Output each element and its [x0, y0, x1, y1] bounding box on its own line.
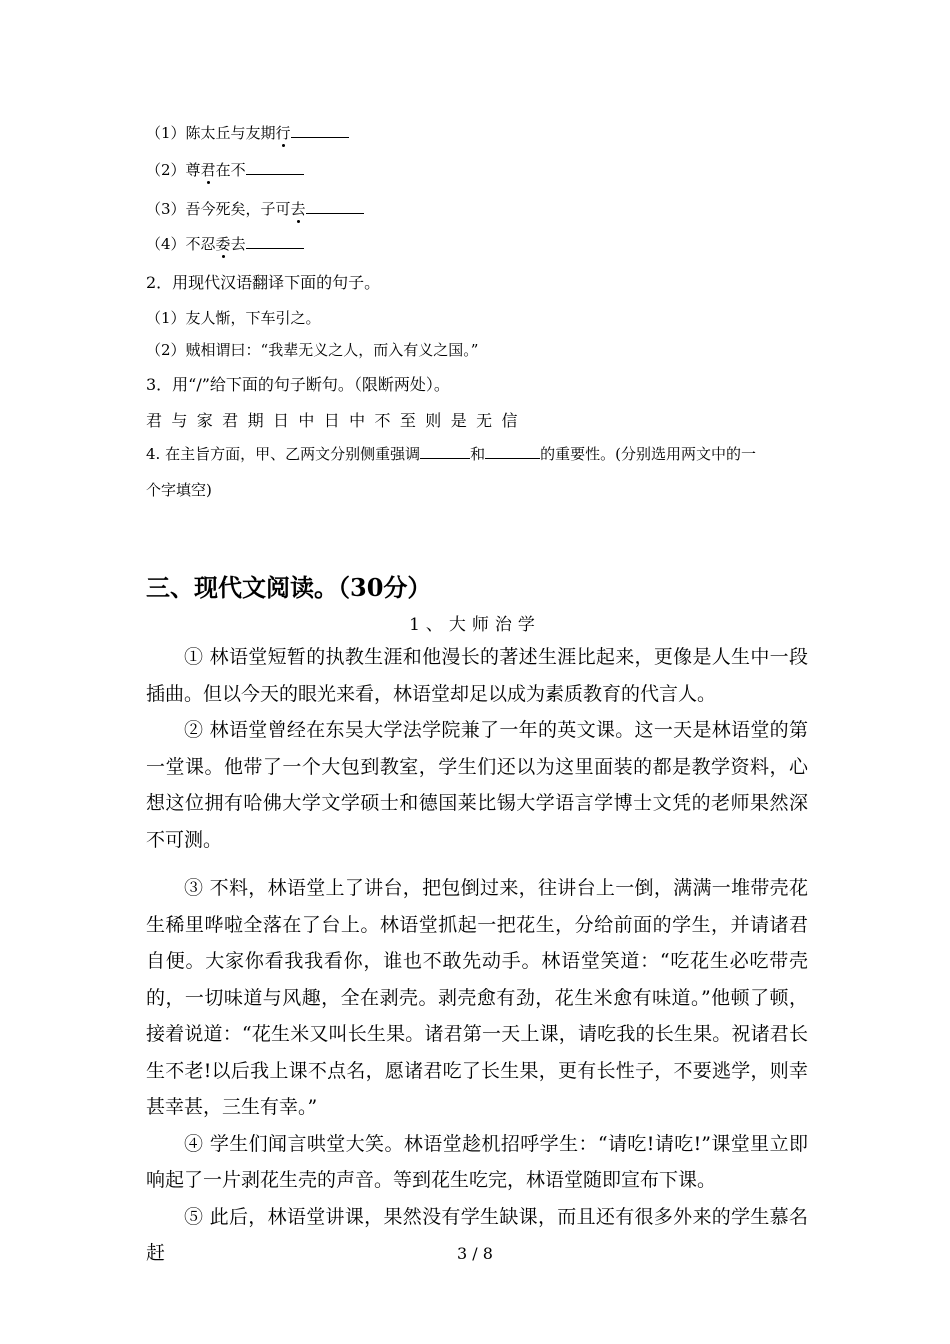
answer-blank[interactable] — [485, 444, 540, 459]
paragraph: ⑤ 此后，林语堂讲课，果然没有学生缺课，而且还有很多外来的学生慕名赶 — [146, 1205, 808, 1264]
q2-item-2: （2）贼相谓曰：“我辈无义之人，而入有义之国。” — [146, 341, 479, 359]
article-title: 1、大师治学 — [409, 615, 541, 635]
answer-blank[interactable] — [246, 160, 304, 175]
q3-label: 3．用“/”给下面的句子断句。（限断两处）。 — [146, 375, 450, 394]
q1-item-1: （1）陈太丘与友期行 — [146, 122, 349, 143]
q3-sentence: 君 与 家 君 期 日 中 日 中 不 至 则 是 无 信 — [146, 411, 518, 430]
answer-blank[interactable] — [306, 199, 364, 214]
q1-item-4: （4）不忍委去 — [146, 233, 304, 254]
q1-item-2: （2）尊君在不 — [146, 159, 304, 180]
answer-blank[interactable] — [291, 123, 349, 138]
q4-line-2: 个字填空) — [146, 481, 212, 499]
q2-label: 2．用现代汉语翻译下面的句子。 — [146, 273, 381, 292]
paragraph: ① 林语堂短暂的执教生涯和他漫长的著述生涯比起来，更像是人生中一段插曲。但以今天的眼光来看，林语堂却足以成为素质教育的代言人。 — [146, 646, 808, 705]
paragraph: ③ 不料，林语堂上了讲台，把包倒过来，往讲台上一倒，满满一堆带壳花生稀里哗啦全落在了台上。林语堂抓起一把花生，分给前面的学生，并请诸君自便。大家你看我我看你，谁也不敢先动手。林语堂笑道：“吃花生必吃带壳的，一切味道与风趣，全在剥壳。剥壳愈有劲，花生米愈有味道。”他顿了顿，接着说道：“花生米又叫长生果。诸君第一天上课，请吃我的长生果。祝诸君长生不老!以后我上课不点名，愿诸君吃了长生果，更有长性子，不要逃学，则幸甚幸甚，三生有幸。” — [146, 877, 808, 1118]
section-heading: 三、现代文阅读。（30分） — [146, 573, 432, 602]
article-body — [146, 639, 808, 1272]
paragraph: ④ 学生们闻言哄堂大笑。林语堂趁机招呼学生：“请吃!请吃!”课堂里立即响起了一片剥花生壳的声音。等到花生吃完，林语堂随即宣布下课。 — [146, 1132, 808, 1191]
q1-item-3: （3）吾今死矣，子可去 — [146, 198, 364, 219]
answer-blank[interactable] — [246, 234, 304, 249]
q2-item-1: （1）友人惭，下车引之。 — [146, 309, 321, 327]
q4-line-1: 4. 在主旨方面，甲、乙两文分别侧重强调 和 的重要性。(分别选用两文中的一 — [146, 445, 756, 463]
answer-blank[interactable] — [420, 444, 470, 459]
paragraph: ② 林语堂曾经在东吴大学法学院兼了一年的英文课。这一天是林语堂的第一堂课。他带了一个大包到教室，学生们还以为这里面装的都是教学资料，心想这位拥有哈佛大学文学硕士和德国莱比锡大学语言学博士文凭的老师果然深不可测。 — [146, 719, 808, 851]
page-number: 3 / 8 — [457, 1244, 493, 1263]
